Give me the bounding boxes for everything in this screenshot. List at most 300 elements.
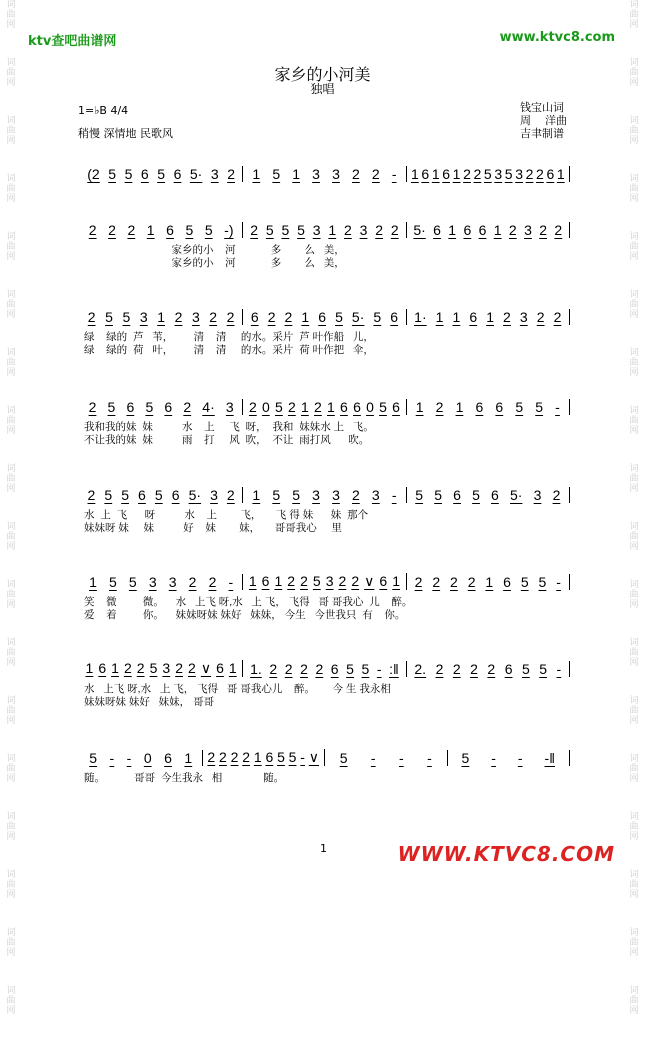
note: ∨ — [308, 749, 320, 765]
measure — [407, 487, 570, 503]
watermark-text: 词曲网 — [629, 464, 639, 494]
note: 1 — [85, 660, 94, 676]
note: - — [370, 750, 376, 766]
note: 1 — [448, 222, 457, 238]
note: 5 — [154, 487, 163, 503]
note: 5 — [521, 661, 530, 677]
lyric-line: 水 上飞 呀,水 上 飞， 飞得 哥 哥我心儿 醉。 今 生 我永相 — [84, 683, 391, 695]
note: 5 — [272, 487, 281, 503]
note: 3 — [191, 309, 200, 325]
composer: 周 洋曲 — [520, 114, 567, 127]
note: 5 — [373, 309, 382, 325]
note: 3 — [524, 222, 532, 238]
note: 5· — [413, 222, 426, 238]
note: 2 — [248, 399, 257, 415]
note: 6 — [463, 222, 472, 238]
watermark-text: 词曲网 — [6, 406, 16, 436]
note: 2 — [207, 749, 216, 765]
note: 2 — [287, 573, 296, 589]
note: - — [399, 750, 404, 766]
note: 2 — [536, 309, 545, 325]
note: -‖ — [544, 750, 555, 766]
lyric-line: 水 上 飞 呀 水 上 飞， 飞 得 妹 妹 那个 — [84, 509, 369, 521]
watermark-text: 词曲网 — [6, 0, 16, 30]
watermark-text: 词曲网 — [6, 870, 16, 900]
watermark-text: 词曲网 — [6, 986, 16, 1016]
notes-row — [80, 393, 570, 415]
note: 5 — [89, 750, 98, 766]
note: 2 — [315, 661, 324, 677]
staff-system — [80, 393, 570, 447]
notes-row — [80, 216, 570, 238]
note: 2 — [525, 166, 534, 182]
watermark-text: 词曲网 — [6, 928, 16, 958]
note: 2 — [314, 399, 322, 415]
note: 2 — [467, 574, 476, 590]
note: 6 — [164, 399, 173, 415]
note: 1 — [327, 399, 335, 415]
note: 1 — [228, 660, 237, 676]
staff-system — [80, 481, 570, 535]
note: 1 — [111, 660, 119, 676]
note: -) — [224, 222, 234, 238]
note: 2 — [375, 222, 384, 238]
note: 2 — [463, 166, 471, 182]
notes-row — [80, 655, 570, 677]
note: 3 — [371, 487, 380, 503]
note: 1 — [493, 222, 502, 238]
note: 5 — [108, 166, 117, 182]
staff-system — [80, 568, 570, 622]
note: 3 — [139, 309, 148, 325]
note: 5 — [472, 487, 480, 503]
notes-row — [80, 744, 570, 766]
note: 5 — [108, 574, 117, 590]
measure — [80, 487, 243, 503]
note: 2 — [414, 574, 423, 590]
note: 2 — [87, 309, 96, 325]
measure — [80, 574, 243, 590]
note: 3 — [210, 166, 219, 182]
note: 2 — [209, 309, 218, 325]
watermark-right — [627, 0, 641, 1044]
measure — [407, 166, 570, 182]
note: 6 — [390, 309, 399, 325]
note: 2 — [352, 166, 360, 182]
lyric-line: 妹妹呀 妹 妹 好 妹 妹， 哥哥我心 里 — [84, 522, 342, 534]
note: - — [300, 749, 305, 765]
note: 2 — [287, 399, 296, 415]
note: 1 — [485, 574, 494, 590]
note: 6 — [340, 399, 348, 415]
lyric-line: 随。 哥哥 今生我永 相 随。 — [84, 772, 285, 784]
lyric-line: 家乡的小 河 多 么 美， — [84, 244, 345, 256]
note: 0 — [261, 399, 270, 415]
note: 5 — [483, 166, 492, 182]
measure — [80, 399, 243, 415]
note: 2 — [536, 166, 544, 182]
note: 6 — [164, 750, 172, 766]
measure — [243, 222, 406, 238]
measure — [243, 573, 406, 590]
note: 2 — [487, 661, 496, 677]
note: 5 — [335, 309, 343, 325]
watermark-left — [4, 0, 18, 1044]
note: 2 — [188, 574, 197, 590]
measure — [407, 574, 570, 590]
note: 3 — [312, 222, 321, 238]
lyric-line: 妹妹呀妹 妹好 妹妹， 哥哥 — [84, 696, 215, 708]
note: 5· — [510, 487, 523, 503]
note: 1 — [301, 309, 310, 325]
note: 1 — [415, 399, 424, 415]
watermark-text: 词曲网 — [6, 522, 16, 552]
lyricist: 钱宝山词 — [520, 101, 564, 114]
note: 2 — [188, 660, 196, 676]
note: 5 — [145, 399, 154, 415]
note: - — [391, 166, 397, 182]
watermark-text: 词曲网 — [6, 812, 16, 842]
note: 2 — [343, 222, 352, 238]
note: ∨ — [200, 660, 212, 676]
notes-row — [80, 303, 570, 325]
note: - — [427, 750, 432, 766]
note: 5 — [104, 487, 113, 503]
note: 6 — [469, 309, 478, 325]
note: - — [556, 661, 562, 677]
note: 2 — [554, 222, 563, 238]
song-subtitle: 独唱 — [310, 82, 335, 96]
note: 1 — [556, 166, 565, 182]
note: 6 — [475, 399, 484, 415]
note: 6 — [491, 487, 499, 503]
note: 0 — [143, 750, 152, 766]
watermark-text: 词曲网 — [629, 0, 639, 30]
note: 6 — [546, 166, 555, 182]
note: 6 — [433, 222, 441, 238]
note: 5 — [128, 574, 137, 590]
note: 5 — [157, 166, 166, 182]
note: 6 — [250, 309, 259, 325]
note: 6 — [140, 166, 149, 182]
note: 2 — [452, 661, 461, 677]
watermark-text: 词曲网 — [6, 58, 16, 88]
watermark-text: 词曲网 — [629, 116, 639, 146]
note: 5 — [281, 222, 290, 238]
measure — [407, 222, 570, 238]
note: 5 — [515, 399, 524, 415]
note: 5 — [539, 661, 548, 677]
note: 5 — [461, 750, 470, 766]
note: 1 — [248, 573, 257, 589]
tempo-marking: 稍慢 深情地 民歌风 — [78, 127, 173, 140]
note: - — [376, 661, 382, 677]
note: 2 — [88, 222, 97, 238]
note: 3 — [325, 573, 334, 589]
watermark-text: 词曲网 — [629, 174, 639, 204]
measure — [243, 166, 406, 182]
note: 2 — [351, 573, 360, 589]
lyric-line: 绿 绿的 芦 苇， 清 清 的水。采片 芦 叶作船 儿， — [84, 331, 374, 343]
note: 6 — [98, 660, 107, 676]
staff-system — [80, 303, 570, 357]
note: 1 — [184, 750, 193, 766]
note: - — [517, 750, 523, 766]
note: 6 — [379, 573, 388, 589]
note: 2 — [473, 166, 482, 182]
note: 5 — [297, 222, 305, 238]
note: 2 — [219, 749, 227, 765]
note: 0 — [366, 399, 374, 415]
note: 5 — [434, 487, 442, 503]
note: 2 — [250, 222, 259, 238]
note: 5 — [415, 487, 424, 503]
note: ∨ — [364, 573, 375, 589]
note: 5 — [204, 222, 213, 238]
note: 5 — [379, 399, 387, 415]
watermark-text: 词曲网 — [6, 232, 16, 262]
note: 2 — [371, 166, 380, 182]
note: 1. — [250, 661, 262, 677]
measure — [80, 222, 243, 238]
note: 2 — [175, 660, 183, 676]
note: 1 — [328, 222, 337, 238]
watermark-text: 词曲网 — [6, 290, 16, 320]
note: 2. — [414, 661, 427, 677]
note: 6 — [392, 399, 400, 415]
note: 2 — [539, 222, 548, 238]
lyric-line — [80, 201, 570, 214]
note: - — [491, 750, 496, 766]
note: 1 — [435, 309, 444, 325]
note: 3 — [162, 660, 171, 676]
note: 2 — [508, 222, 517, 238]
note: - — [228, 574, 234, 590]
note: 1· — [414, 309, 427, 325]
measure — [80, 660, 243, 677]
note: 2 — [352, 487, 360, 503]
note: 5 — [339, 750, 348, 766]
watermark-text: 词曲网 — [629, 812, 639, 842]
note: 1 — [274, 573, 283, 589]
note: 2 — [123, 660, 132, 676]
measure — [80, 166, 243, 182]
note: 5 — [312, 573, 321, 589]
site-name[interactable]: ktv查吧曲谱网 — [28, 34, 117, 49]
note: 1 — [157, 309, 166, 325]
credits — [520, 101, 567, 140]
note: 6 — [442, 166, 451, 182]
note: 5· — [189, 166, 203, 182]
note: 3 — [515, 166, 523, 182]
note: 6 — [478, 222, 487, 238]
note: 5 — [504, 166, 513, 182]
note: 2 — [284, 309, 293, 325]
note: 3 — [533, 487, 542, 503]
note: 1 — [253, 749, 262, 765]
lyric-line — [80, 188, 570, 201]
note: 1 — [252, 166, 261, 182]
note: 2 — [284, 661, 293, 677]
note: 2 — [88, 399, 97, 415]
note: 5 — [520, 574, 529, 590]
measure — [325, 750, 448, 766]
note: 5 — [288, 749, 297, 765]
note: 5 — [105, 309, 113, 325]
note: 2 — [267, 309, 276, 325]
note: - — [555, 399, 560, 415]
watermark-text: 词曲网 — [6, 116, 16, 146]
note: 1 — [431, 166, 440, 182]
note: 5 — [361, 661, 370, 677]
watermark-text: 词曲网 — [6, 754, 16, 784]
note: 6 — [166, 222, 174, 238]
note: 2 — [450, 574, 458, 590]
measure — [80, 750, 203, 766]
watermark-text: 词曲网 — [6, 464, 16, 494]
watermark-text: 词曲网 — [629, 232, 639, 262]
watermark-text: 词曲网 — [629, 290, 639, 320]
staff-system — [80, 216, 570, 270]
note: 5 — [124, 166, 133, 182]
note: 5 — [107, 399, 116, 415]
note: 5 — [277, 749, 285, 765]
note: 6 — [353, 399, 361, 415]
footer-logo: WWW.KTVC8.COM — [397, 842, 615, 866]
measure — [407, 309, 570, 325]
note: 2 — [227, 166, 235, 182]
note: 6 — [138, 487, 146, 503]
lyric-line: 爱 着 你。 妹妹呀妹 妹好 妹妹， 今生 今世我只 有 你。 — [84, 609, 406, 621]
note: 2 — [470, 661, 478, 677]
note: 1 — [252, 487, 261, 503]
note: 2 — [230, 749, 239, 765]
watermark-text: 词曲网 — [629, 580, 639, 610]
note: 6 — [330, 661, 339, 677]
note: 1 — [301, 399, 309, 415]
staff-system — [80, 744, 570, 798]
note: 6 — [504, 661, 513, 677]
note: 6 — [318, 309, 327, 325]
watermark-text: 词曲网 — [6, 348, 16, 378]
note: 2 — [87, 487, 96, 503]
note: 3 — [332, 487, 340, 503]
notes-row — [80, 481, 570, 503]
note: 3 — [312, 166, 320, 182]
note: - — [391, 487, 397, 503]
note: 5 — [538, 574, 547, 590]
note: 2 — [435, 661, 444, 677]
lyric-line: 笑 微 微。 水 上飞 呀,水 上 飞， 飞得 哥 哥我心 儿 醉。 — [84, 596, 413, 608]
measure — [407, 399, 570, 415]
note: 6 — [495, 399, 504, 415]
watermark-text: 词曲网 — [629, 928, 639, 958]
note: 2 — [553, 309, 562, 325]
measure — [243, 399, 406, 415]
note: 2 — [435, 399, 444, 415]
note: 1 — [486, 309, 494, 325]
note: 2 — [552, 487, 561, 503]
note: 2 — [242, 749, 251, 765]
note: 5 — [292, 487, 301, 503]
note: :‖ — [389, 661, 399, 677]
note: 2 — [503, 309, 511, 325]
note: 1 — [89, 574, 97, 590]
watermark-text: 词曲网 — [6, 174, 16, 204]
note: 6 — [261, 573, 270, 589]
watermark-text: 词曲网 — [629, 754, 639, 784]
note: 2 — [432, 574, 441, 590]
song-title: 家乡的小河美 — [274, 65, 371, 84]
watermark-text: 词曲网 — [629, 406, 639, 436]
note: 4· — [202, 399, 215, 415]
note: 5· — [351, 309, 365, 325]
measure — [80, 309, 243, 325]
note: 3 — [359, 222, 368, 238]
key-signature: 1=♭B 4/4 — [78, 104, 129, 117]
measure — [243, 487, 406, 503]
watermark-text: 词曲网 — [629, 348, 639, 378]
note: 1 — [455, 399, 464, 415]
note: 2 — [208, 574, 217, 590]
note: 1 — [146, 222, 155, 238]
note: 2 — [269, 661, 278, 677]
site-url[interactable]: www.ktvc8.com — [499, 30, 615, 45]
measure — [407, 661, 570, 677]
note: 5 — [272, 166, 281, 182]
note: (2 — [87, 166, 100, 182]
note: 5· — [188, 487, 202, 503]
page-number: 1 — [320, 842, 327, 855]
lyric-line: 不让我的妹 妹 雨 打 风 吹， 不让 雨打风 吹。 — [84, 434, 370, 446]
note: 2 — [390, 222, 399, 238]
measure — [203, 749, 326, 766]
note: 5 — [121, 487, 129, 503]
staff-system — [80, 655, 570, 709]
note: 5 — [346, 661, 354, 677]
note: 3 — [225, 399, 234, 415]
note: 3 — [519, 309, 528, 325]
note: 3 — [148, 574, 157, 590]
note: 6 — [265, 749, 274, 765]
note: 2 — [338, 573, 347, 589]
note: 5 — [185, 222, 194, 238]
note: - — [126, 750, 132, 766]
note: 5 — [274, 399, 283, 415]
note: 6 — [216, 660, 224, 676]
note: 2 — [183, 399, 192, 415]
measure — [243, 661, 406, 677]
watermark-text: 词曲网 — [629, 986, 639, 1016]
lyric-line: 我和我的妹 妹 水 上 飞 呀， 我和 妹妹水 上 飞。 — [84, 421, 374, 433]
note: 1 — [392, 573, 401, 589]
note: 5 — [122, 309, 131, 325]
note: 2 — [226, 309, 235, 325]
watermark-text: 词曲网 — [629, 522, 639, 552]
note: 6 — [171, 487, 180, 503]
note: 5 — [535, 399, 544, 415]
note: 2 — [226, 487, 235, 503]
note: 6 — [126, 399, 135, 415]
note: 2 — [108, 222, 116, 238]
note: 1 — [452, 166, 461, 182]
note: 2 — [174, 309, 183, 325]
watermark-text: 词曲网 — [6, 580, 16, 610]
note: - — [109, 750, 115, 766]
lyric-line — [80, 785, 570, 798]
measure — [243, 309, 406, 325]
note: 6 — [453, 487, 461, 503]
